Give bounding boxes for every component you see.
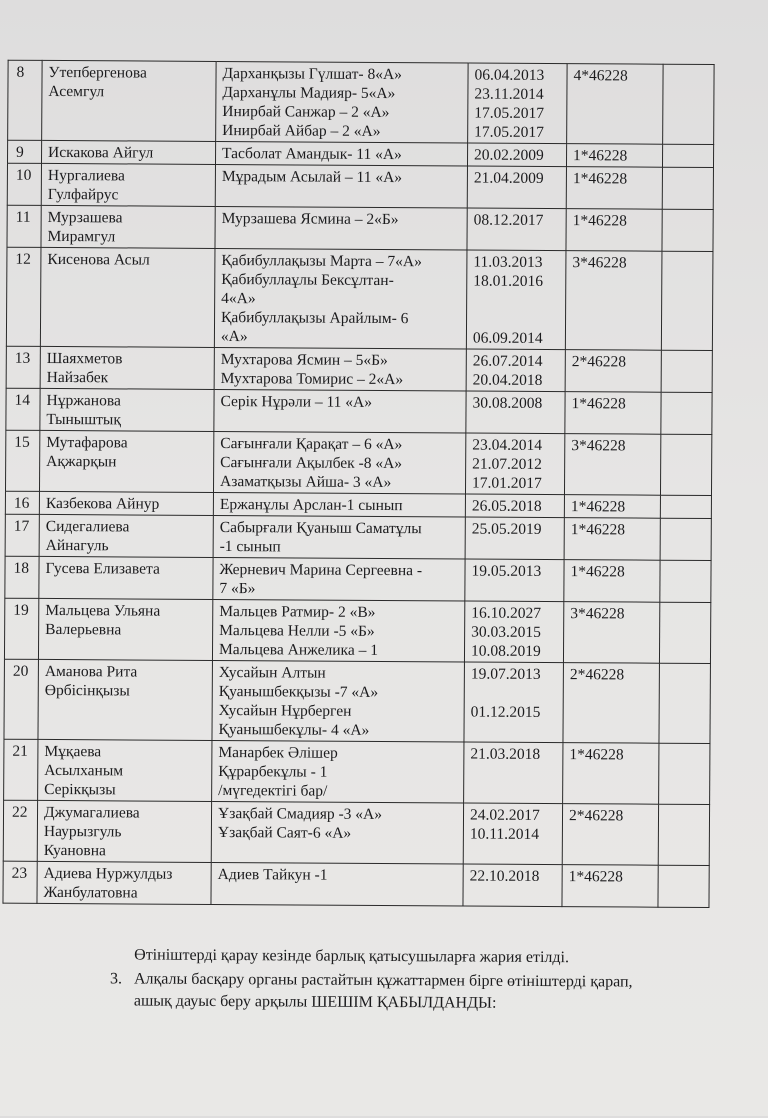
- row-number-cell: [5, 491, 39, 514]
- empty-cell: [661, 251, 713, 350]
- applicant-name-cell: [41, 205, 215, 248]
- allowance-code: 1*46228: [570, 498, 626, 516]
- row-number-cell: [4, 598, 38, 659]
- table-row: [4, 739, 710, 804]
- applicant-name-line: Шаяхметов: [46, 349, 123, 368]
- row-number: 13: [14, 349, 31, 367]
- applicant-name-cell: [37, 861, 211, 904]
- empty-cell: [661, 392, 712, 434]
- birth-date: 01.12.2015: [470, 703, 541, 721]
- allowance-code: 1*46228: [572, 212, 627, 230]
- table-row: [7, 163, 713, 209]
- row-number: 16: [13, 494, 30, 512]
- empty-cell: [660, 560, 711, 602]
- allowance-code-cell: [563, 663, 659, 744]
- birth-date: 23.11.2014: [474, 85, 544, 103]
- child-line: 7 «Б»: [219, 580, 256, 598]
- birth-dates-cell: [468, 63, 567, 144]
- child-line: /мүгедектігі бар/: [218, 782, 328, 800]
- row-number-cell: [6, 346, 40, 388]
- children-cell: [214, 347, 466, 391]
- birth-date: 16.10.2027: [471, 604, 542, 622]
- birth-dates-cell: [466, 250, 566, 350]
- allowance-code-cell: [562, 804, 658, 866]
- birth-date: 06.04.2013: [474, 66, 545, 84]
- birth-date: 19.05.2013: [471, 562, 542, 580]
- applicant-name-line: Гулфайрус: [47, 185, 119, 204]
- row-number-cell: [7, 205, 41, 247]
- table-row: [5, 556, 711, 602]
- empty-cell: [662, 209, 713, 251]
- birth-date: 26.07.2014: [472, 352, 543, 370]
- child-line: Мальцева Нелли -5 «Б»: [219, 622, 375, 640]
- applicant-name-line: Асемгул: [48, 82, 105, 101]
- empty-cell: [660, 518, 711, 560]
- birth-date: 21.07.2012: [472, 455, 542, 473]
- allowance-code: 1*46228: [569, 746, 624, 764]
- applicants-table: [2, 60, 714, 908]
- applicant-name-line: Найзабек: [46, 368, 109, 387]
- allowance-code: 1*46228: [571, 395, 626, 413]
- allowance-code-cell: [563, 743, 659, 805]
- child-line: Жерневич Марина Сергеевна -: [219, 561, 423, 580]
- empty-cell: [659, 663, 710, 743]
- list-item-number: 3.: [109, 970, 123, 988]
- row-number-cell: [8, 60, 42, 140]
- row-number: 10: [15, 166, 32, 184]
- allowance-code-cell: [567, 64, 663, 145]
- birth-date: 08.12.2017: [473, 211, 544, 229]
- applicant-name-line: Айнагуль: [45, 536, 109, 555]
- applicant-name-cell: [37, 800, 211, 862]
- child-line: Қуанышбекұлы- 4 «А»: [218, 721, 370, 739]
- row-number: 19: [13, 601, 29, 619]
- child-line: Инирбай Айбар – 2 «А»: [222, 122, 381, 140]
- applicant-name-line: Валерьевна: [45, 620, 122, 639]
- children-cell: [211, 862, 463, 906]
- child-line: Мальцев Ратмир- 2 «В»: [219, 603, 376, 621]
- row-number: 15: [14, 433, 30, 451]
- row-number: 22: [11, 803, 28, 821]
- applicant-name-cell: [38, 739, 212, 801]
- row-number-cell: [4, 739, 38, 800]
- birth-date: 24.02.2017: [469, 806, 540, 824]
- applicant-name-line: Казбекова Айнур: [45, 494, 160, 513]
- list-item-text-line1: Алқалы басқару органы растайтын құжаттармен бірге өтініштерді қарап,: [133, 970, 633, 991]
- children-cell: [213, 515, 465, 559]
- allowance-code: 3*46228: [570, 605, 625, 623]
- applicant-name-line: Аманова Рита: [44, 662, 138, 681]
- child-line: Сабырғали Қуаныш Саматұлы: [219, 519, 422, 538]
- empty-cell: [659, 743, 710, 804]
- allowance-code: 2*46228: [569, 666, 625, 684]
- birth-date: 20.04.2018: [472, 371, 543, 389]
- allowance-code-cell: [566, 167, 662, 210]
- row-number: 12: [15, 250, 31, 268]
- applicant-name-line: Куановна: [43, 841, 106, 860]
- birth-date: [473, 291, 561, 311]
- applicant-name-cell: [39, 491, 213, 515]
- child-line: Дарханқызы Гүлшат- 8«А»: [222, 65, 403, 84]
- child-line: -1 сынып: [219, 538, 281, 556]
- empty-cell: [662, 144, 713, 167]
- child-line: Құрарбекұлы - 1: [218, 763, 328, 781]
- child-line: Хусайын Алтын: [218, 664, 326, 682]
- applicant-name-cell: [42, 60, 216, 141]
- table-row: [6, 388, 712, 434]
- empty-cell: [660, 495, 711, 518]
- child-line: Қабибуллақызы Марта – 7«А»: [221, 252, 422, 271]
- child-line: Хусайын Нұрберген: [218, 702, 352, 720]
- applicant-name-cell: [40, 247, 215, 347]
- birth-date: 06.09.2014: [472, 329, 543, 347]
- applicant-name-line: Тыныштық: [46, 410, 121, 429]
- applicant-name-cell: [41, 140, 215, 164]
- children-cell: [212, 599, 464, 662]
- table-row: [5, 430, 711, 495]
- table-row: [4, 659, 710, 743]
- birth-dates-cell: [463, 864, 562, 907]
- birth-date: 30.03.2015: [471, 623, 541, 641]
- birth-dates-cell: [465, 559, 564, 602]
- birth-dates-cell: [467, 208, 566, 251]
- applicant-name-line: Мұқаева: [44, 742, 102, 761]
- birth-date: 20.02.2009: [474, 146, 544, 164]
- allowance-code: 2*46228: [571, 353, 627, 371]
- applicant-name-line: Гусева Елизавета: [45, 559, 160, 578]
- child-line: Инирбай Санжар – 2 «А»: [222, 103, 390, 122]
- table-row: [8, 60, 714, 144]
- applicant-name-line: Кисенова Асыл: [47, 250, 150, 269]
- birth-date: 21.03.2018: [470, 745, 541, 763]
- applicants-table-body: [3, 60, 714, 907]
- applicant-name-line: Мальцева Ульяна: [45, 601, 161, 620]
- applicant-name-line: Жанбулатовна: [43, 883, 138, 902]
- row-number-cell: [5, 556, 39, 598]
- table-row: [6, 346, 712, 392]
- allowance-code-cell: [563, 602, 659, 664]
- empty-cell: [663, 64, 714, 144]
- allowance-code-cell: [564, 495, 660, 519]
- children-cell: [215, 164, 467, 208]
- applicant-name-line: Нургалиева: [47, 166, 125, 185]
- row-number: 8: [16, 63, 25, 81]
- children-cell: [213, 557, 465, 601]
- allowance-code: 1*46228: [573, 147, 628, 165]
- children-cell: [213, 492, 465, 517]
- child-line: Азаматқызы Айша- 3 «А»: [220, 473, 392, 492]
- child-line: Сағынғали Қарақат – 6 «А»: [220, 435, 403, 454]
- applicant-name-cell: [38, 659, 212, 740]
- child-line: Манарбек Әлішер: [218, 744, 338, 762]
- child-line: Ұзақбай Саят-6 «А»: [217, 824, 352, 842]
- applicant-name-line: Серікқызы: [44, 780, 116, 799]
- applicant-name-cell: [40, 388, 214, 431]
- table-row: [3, 800, 709, 865]
- birth-date: 10.08.2019: [470, 642, 541, 660]
- paragraph-publicity: Өтініштерді қарау кезінде барлық қатысушыларға жария етілді.: [134, 946, 570, 967]
- birth-date: 10.11.2014: [469, 825, 540, 843]
- allowance-code: 1*46228: [568, 868, 623, 886]
- allowance-code-cell: [566, 144, 662, 168]
- birth-dates-cell: [466, 391, 565, 434]
- children-cell: [214, 248, 467, 349]
- applicant-name-cell: [39, 430, 213, 492]
- children-cell: [215, 206, 467, 250]
- row-number-cell: [5, 430, 39, 491]
- birth-date: 30.08.2008: [472, 394, 543, 412]
- birth-date: 17.05.2017: [474, 123, 544, 141]
- child-line: Қабибуллақызы Арайлым- 6: [221, 309, 409, 328]
- table-row: [3, 861, 709, 907]
- birth-date: 25.05.2019: [471, 520, 542, 538]
- row-number-cell: [3, 800, 37, 861]
- birth-date: [471, 684, 559, 704]
- allowance-code-cell: [564, 518, 660, 561]
- child-line: Қуанышбекқызы -7 «А»: [218, 683, 379, 701]
- birth-dates-cell: [464, 742, 563, 804]
- child-line: Мухтарова Ясмин – 5«Б»: [220, 351, 388, 370]
- birth-date: 11.03.2013: [473, 253, 543, 271]
- child-line: Мухтарова Томирис – 2«А»: [220, 370, 404, 389]
- birth-dates-cell: [466, 349, 565, 392]
- row-number-cell: [4, 659, 38, 739]
- allowance-code: 4*46228: [573, 67, 628, 85]
- allowance-code: 1*46228: [572, 170, 628, 188]
- child-line: Дарханұлы Мадияр- 5«А»: [222, 84, 396, 103]
- applicant-name-line: Асылханым: [44, 761, 124, 780]
- birth-date: 26.05.2018: [471, 497, 542, 515]
- children-cell: [211, 801, 463, 864]
- child-line: Мурзашева Ясмина – 2«Б»: [221, 210, 399, 229]
- children-cell: [216, 61, 468, 143]
- child-line: Серік Нұрәли – 11 «А»: [220, 393, 373, 411]
- empty-cell: [658, 865, 709, 907]
- applicant-name-cell: [39, 514, 213, 557]
- birth-dates-cell: [467, 166, 566, 209]
- row-number-cell: [6, 388, 40, 430]
- applicant-name-line: Утепбергенова: [48, 63, 147, 82]
- allowance-code-cell: [565, 392, 661, 435]
- allowance-code: 3*46228: [571, 437, 626, 455]
- applicant-name-line: Мирамгул: [47, 227, 116, 246]
- applicant-name-line: Адиева Нуржулдыз: [43, 864, 173, 883]
- birth-dates-cell: [464, 662, 563, 743]
- allowance-code-cell: [562, 865, 658, 908]
- applicant-name-line: Сидегалиева: [45, 517, 130, 536]
- row-number: 11: [15, 208, 31, 226]
- row-number: 9: [16, 143, 24, 161]
- empty-cell: [658, 804, 709, 865]
- child-line: Мұрадым Асылай – 11 «А»: [221, 168, 403, 187]
- birth-dates-cell: [467, 143, 566, 167]
- row-number: 23: [11, 864, 28, 882]
- allowance-code: 3*46228: [572, 254, 627, 272]
- table-row: [4, 598, 710, 663]
- applicant-name-line: Өрбісінқызы: [44, 681, 130, 700]
- empty-cell: [659, 602, 710, 663]
- children-cell: [214, 389, 466, 433]
- birth-date: 19.07.2013: [470, 665, 541, 683]
- child-line: Ұзақбай Смадияр -3 «А»: [217, 805, 383, 824]
- allowance-code: 1*46228: [570, 521, 626, 539]
- children-cell: [213, 431, 465, 494]
- birth-date: 22.10.2018: [469, 867, 540, 885]
- allowance-code-cell: [564, 434, 660, 496]
- empty-cell: [660, 434, 711, 495]
- allowance-code-cell: [564, 560, 660, 603]
- row-number-cell: [3, 861, 37, 903]
- applicant-name-line: Мурзашева: [47, 208, 123, 227]
- row-number: 21: [12, 742, 28, 760]
- children-cell: [212, 740, 464, 803]
- birth-date: 17.05.2017: [474, 104, 545, 122]
- child-line: Ержанұлы Арслан-1 сынып: [219, 496, 403, 515]
- birth-date: 18.01.2016: [473, 272, 544, 290]
- birth-dates-cell: [464, 601, 563, 663]
- children-cell: [212, 660, 464, 742]
- child-line: Сағынғали Ақылбек -8 «А»: [220, 454, 403, 473]
- applicant-name-line: Нұржанова: [46, 391, 121, 410]
- applicant-name-cell: [39, 556, 213, 599]
- empty-cell: [662, 167, 713, 209]
- row-number-cell: [6, 247, 41, 346]
- applicant-name-line: Джумагалиева: [43, 803, 140, 822]
- row-number: 17: [13, 517, 30, 535]
- table-row: [5, 514, 711, 560]
- applicant-name-cell: [40, 346, 214, 389]
- empty-cell: [661, 350, 712, 392]
- birth-date: 21.04.2009: [473, 169, 544, 187]
- birth-dates-cell: [465, 433, 564, 495]
- birth-dates-cell: [465, 494, 564, 518]
- table-row: [6, 247, 713, 350]
- row-number-cell: [7, 140, 41, 163]
- birth-date: 17.01.2017: [471, 474, 542, 492]
- row-number: 14: [14, 391, 31, 409]
- child-line: Мальцева Анжелика – 1: [218, 641, 379, 659]
- child-line: Адиев Тайкун -1: [217, 866, 328, 884]
- applicant-name-line: Ақжарқын: [46, 452, 117, 471]
- table-row: [7, 205, 713, 251]
- row-number: 18: [13, 559, 30, 577]
- allowance-code-cell: [565, 251, 662, 351]
- birth-date: 23.04.2014: [472, 436, 543, 454]
- applicant-name-cell: [41, 163, 215, 206]
- applicant-name-cell: [38, 598, 212, 660]
- applicant-name-line: Наурызгуль: [43, 822, 122, 841]
- row-number: 20: [12, 662, 29, 680]
- text-after-table: [0, 938, 762, 1012]
- birth-dates-cell: [463, 803, 562, 865]
- applicant-name-line: Искакова Айгул: [48, 143, 154, 162]
- row-number-cell: [5, 514, 39, 556]
- row-number-cell: [7, 163, 41, 205]
- allowance-code-cell: [566, 209, 662, 252]
- children-cell: [215, 141, 467, 166]
- child-line: «А»: [220, 328, 248, 346]
- allowance-code: 2*46228: [568, 807, 624, 825]
- birth-date: [473, 310, 561, 330]
- allowance-code-cell: [565, 350, 661, 393]
- birth-dates-cell: [465, 517, 564, 560]
- child-line: Тасболат Амандык- 11 «А»: [222, 145, 402, 164]
- allowance-code: 1*46228: [570, 563, 625, 581]
- child-line: 4«А»: [221, 290, 256, 308]
- list-item-text-line2: ашық дауыс беру арқылы ШЕШІМ ҚАБЫЛДАНДЫ:: [133, 992, 497, 1012]
- child-line: Қабибуллаұлы Бексұлтан-: [221, 271, 394, 290]
- applicant-name-line: Мутафарова: [46, 433, 128, 452]
